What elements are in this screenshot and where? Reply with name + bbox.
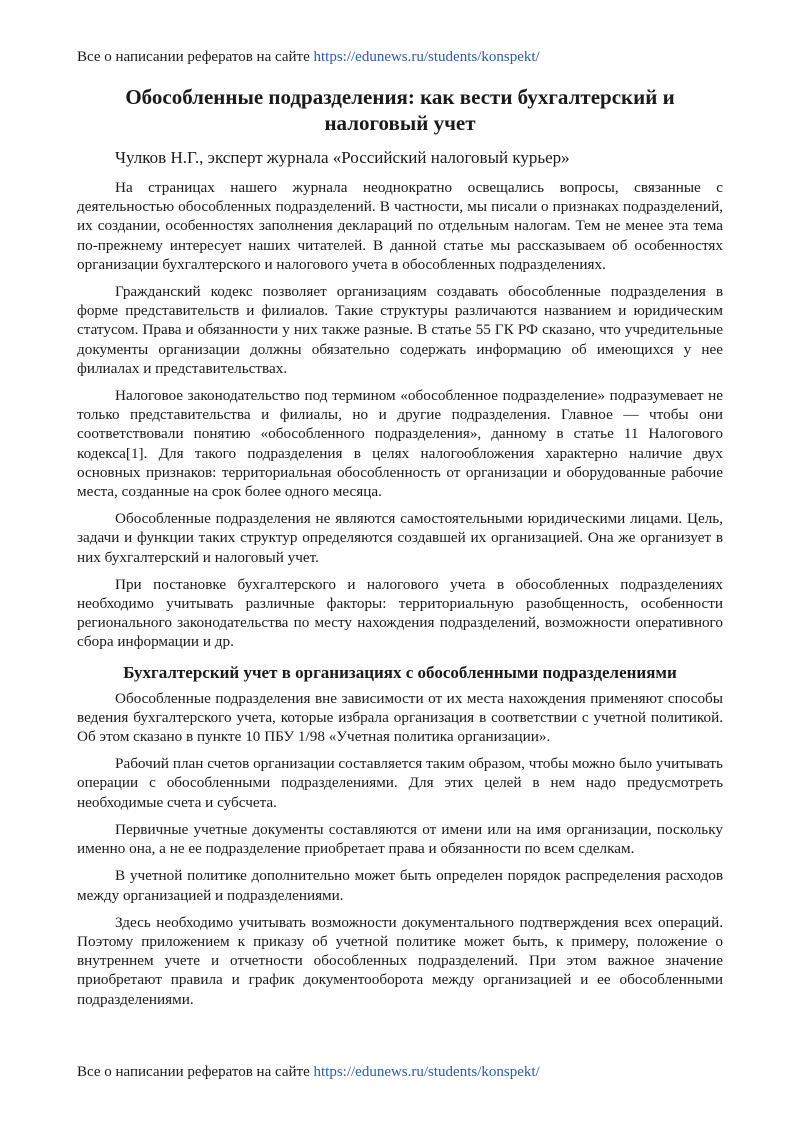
section-paragraph-2: Рабочий план счетов организации составляется таким образом, чтобы можно было учитывать операции с обособленными подразделениями. Для этих целей в нем надо предусмотреть необходимые счета и субсчета. bbox=[77, 755, 723, 811]
article-title: Обособленные подразделения: как вести бухгалтерский и налоговый учет bbox=[125, 85, 675, 135]
intro-paragraph-2: Гражданский кодекс позволяет организациям создавать обособленные подразделения в форме представительств и филиалов. Такие структуры различаются названием и юридическим статусом. Права и обязанности у них также разные. В статье 55 ГК РФ сказано, что учредительные документы организации должны обязательно содержать информацию об имеющихся у нее филиалах и представительствах. bbox=[77, 283, 723, 377]
section-paragraph-4: В учетной политике дополнительно может быть определен порядок распределения расходов между организацией и подразделениями. bbox=[77, 867, 723, 904]
section-paragraph-3: Первичные учетные документы составляются от имени или на имя организации, поскольку именно она, а не ее подразделение приобретает права и обязанности по всем сделкам. bbox=[77, 820, 723, 858]
footer-prefix-text: Все о написании рефератов на сайте bbox=[77, 1064, 314, 1080]
section-heading: Бухгалтерский учет в организациях с обособленными подразделениями bbox=[123, 662, 677, 682]
page-footer bbox=[77, 1063, 540, 1081]
section-paragraph-1: Обособленные подразделения вне зависимости от их места нахождения применяют способы ведения бухгалтерского учета, которые избрала организация в соответствии с учетной политикой. Об этом сказано в пункте 10 ПБУ 1/98 «Учетная политика организации». bbox=[77, 689, 723, 746]
header-prefix-text: Все о написании рефератов на сайте bbox=[77, 49, 314, 65]
intro-paragraph-3: Налоговое законодательство под термином «обособленное подразделение» подразумевает не только представительства и филиалы, но и другие подразделения. Главное — чтобы они соответствовали понятию «обособленного подразделения», данному в статье 11 Налогового кодекса[1]. Для такого подразделения в целях налогообложения характерно наличие двух основных признаков: территориальная обособленность от организации и оборудованные рабочие места, созданные на срок более одного месяца. bbox=[77, 387, 723, 501]
article bbox=[77, 84, 723, 1009]
article-byline: Чулков Н.Г., эксперт журнала «Российский налоговый курьер» bbox=[115, 148, 570, 167]
header-site-link[interactable]: https://edunews.ru/students/konspekt/ bbox=[313, 49, 540, 65]
intro-paragraph-1: На страницах нашего журнала неоднократно освещались вопросы, связанные с деятельностью обособленных подразделений. В частности, мы писали о признаках подразделений, их создании, особенностях заполнения деклараций по отдельным налогам. Тем не менее эта тема по-прежнему интересует наших читателей. В данной статье мы рассказываем об особенностях организации бухгалтерского и налогового учета в обособленных подразделениях. bbox=[77, 179, 723, 273]
footer-site-link[interactable]: https://edunews.ru/students/konspekt/ bbox=[313, 1064, 540, 1080]
intro-paragraph-4: Обособленные подразделения не являются самостоятельными юридическими лицами. Цель, задачи и функции таких структур определяются создавшей их организацией. Она же организует в них бухгалтерский и налоговый учет. bbox=[77, 510, 723, 566]
intro-paragraph-5: При постановке бухгалтерского и налогового учета в обособленных подразделениях необходимо учитывать различные факторы: территориальную разобщенность, особенности регионального законодательства по месту нахождения подразделений, возможности оперативного сбора информации и др. bbox=[77, 575, 723, 651]
page-header bbox=[77, 48, 540, 66]
section-paragraph-5: Здесь необходимо учитывать возможности документального подтверждения всех операций. Поэтому приложением к приказу об учетной политике может быть, к примеру, положение о внутреннем учете и отчетности обособленных подразделений. При этом важное значение приобретают правила и график документооборота между организацией и ее обособленными подразделениями. bbox=[77, 913, 723, 1008]
